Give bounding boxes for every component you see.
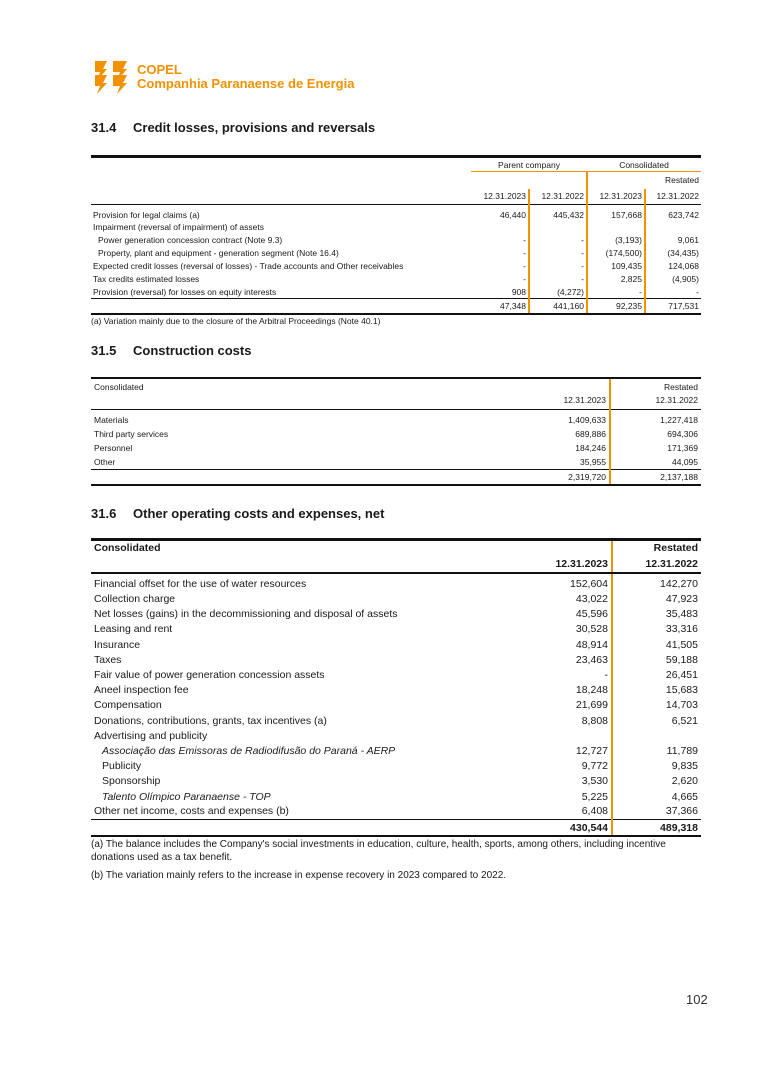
table-row: Impairment (reversal of impairment) of assets <box>91 221 701 234</box>
footnote-a: (a) The balance includes the Company's social investments in education, culture, health, sports, among others, including incentive donations used as a tax benefit. <box>91 839 666 863</box>
credit-losses-table <box>91 155 701 315</box>
table-header-label: Consolidated <box>91 378 520 392</box>
column-header: 12.31.2022 <box>612 556 701 573</box>
table-row: Provision (reversal) for losses on equity interests 908 (4,272) - - <box>93 286 699 297</box>
column-header: 12.31.2023 <box>587 189 645 205</box>
table-row: Taxes 23,463 59,188 <box>91 652 701 667</box>
company-short-name: COPEL <box>137 62 182 77</box>
table-row: Personnel 184,246 171,369 <box>91 441 701 455</box>
table-row: Advertising and publicity <box>91 728 701 743</box>
table-row: Aneel inspection fee 18,248 15,683 <box>91 683 701 698</box>
other-operating-costs-table <box>91 538 701 837</box>
table-row: Net losses (gains) in the decommissioning and disposal of assets 45,596 35,483 <box>91 607 701 622</box>
restated-label: Restated <box>612 540 701 556</box>
table-row: Other 35,955 44,095 <box>91 455 701 469</box>
group-header-consolidated: Consolidated <box>587 159 701 172</box>
table-row: Fair value of power generation concession assets - 26,451 <box>91 667 701 682</box>
table-row: Leasing and rent 30,528 33,316 <box>91 622 701 637</box>
table-row: Expected credit losses (reversal of losses) - Trade accounts and Other receivables - - 109,435 124,068 <box>93 261 699 271</box>
company-full-name: Companhia Paranaense de Energia <box>137 76 355 91</box>
table-row: Property, plant and equipment - generation segment (Note 16.4) - - (174,500) (34,435) <box>98 248 699 258</box>
page-number: 102 <box>686 992 708 1007</box>
column-header: 12.31.2022 <box>610 392 701 409</box>
section-heading-31-5: 31.5 Construction costs <box>91 343 252 358</box>
table-row: Donations, contributions, grants, tax incentives (a) 8,808 6,521 <box>91 713 701 728</box>
total-row: 430,544 489,318 <box>91 819 701 836</box>
total-row: 47,348 441,160 92,235 717,531 <box>91 299 701 314</box>
restated-label: Restated <box>664 175 699 186</box>
table-row: Power generation concession contract (Note 9.3) - - (3,193) 9,061 <box>98 235 699 245</box>
table-row: Insurance 48,914 41,505 <box>91 637 701 652</box>
table-row: Publicity 9,772 9,835 <box>91 759 701 774</box>
column-header: 12.31.2023 <box>520 556 612 573</box>
table-row: Talento Olímpico Paranaense - TOP 5,225 4,665 <box>91 789 701 804</box>
footnote: (a) Variation mainly due to the closure of the Arbitral Proceedings (Note 40.1) <box>91 316 381 326</box>
column-header: 12.31.2022 <box>529 189 587 205</box>
table-row: Associação das Emissoras de Radiodifusão do Paraná - AERP 12,727 11,789 <box>91 743 701 758</box>
section-heading-31-4: 31.4 Credit losses, provisions and reversals <box>91 120 376 135</box>
table-row: Collection charge 43,022 47,923 <box>91 592 701 607</box>
table-row: Tax credits estimated losses - - 2,825 (4,905) <box>93 274 699 284</box>
column-header: 12.31.2022 <box>645 189 701 205</box>
footnote-b: (b) The variation mainly refers to the increase in expense recovery in 2023 compared to 2022. <box>91 870 507 881</box>
column-header: 12.31.2023 <box>520 392 610 409</box>
group-header-parent: Parent company <box>471 159 587 172</box>
construction-costs-table <box>91 377 701 486</box>
copel-logo-icon <box>93 59 129 95</box>
section-heading-31-6: 31.6 Other operating costs and expenses, net <box>91 506 385 521</box>
total-row: 2,319,720 2,137,188 <box>91 469 701 485</box>
table-row: Other net income, costs and expenses (b) 6,408 37,366 <box>91 804 701 819</box>
table-row: Third party services 689,886 694,306 <box>91 427 701 441</box>
company-logo <box>93 59 354 95</box>
table-header-label: Consolidated <box>91 540 520 556</box>
table-row: Sponsorship 3,530 2,620 <box>91 774 701 789</box>
table-row: Materials 1,409,633 1,227,418 <box>91 409 701 427</box>
table-row: Provision for legal claims (a) 46,440 445,432 157,668 623,742 <box>91 205 701 221</box>
table-row: Financial offset for the use of water resources 152,604 142,270 <box>91 573 701 592</box>
table-row: Compensation 21,699 14,703 <box>91 698 701 713</box>
restated-label: Restated <box>610 378 701 392</box>
column-header: 12.31.2023 <box>471 189 529 205</box>
